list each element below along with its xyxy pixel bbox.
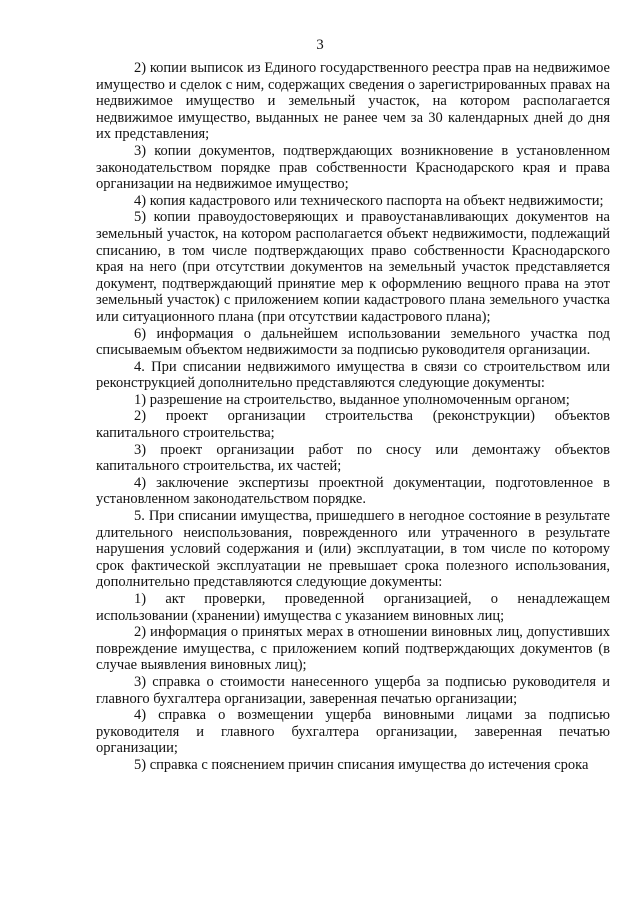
paragraph-item-1-build-permit: 1) разрешение на строительство, выданное уполномоченным органом;: [134, 391, 570, 408]
paragraph-section-5-unusable-property: 5. При списании имущества, пришедшего в негодное состояние в результате длительного неиспользования, поврежденного или утраченного в результате нарушения условий содержания и (или) эксплуатации, в том числе по которому срок фактической эксплуатации не превышает срока полезного использования, дополнительно представляются следующие документы:: [96, 508, 610, 591]
paragraph-item-5-reason-statement: 5) справка с пояснением причин списания имущества до истечения срока: [134, 756, 589, 773]
paragraph-item-5-land-docs: 5) копии правоудостоверяющих и правоустанавливающих документов на земельный участок, на котором располагается объект недвижимости, подлежащий списанию, в том числе подтверждающих право собственности Краснодарского края на него (при отсутствии документов на земельный участок представляется документ, подтверждающий принятие мер к оформлению вещного права на этот земельный участок) с приложением копии кадастрового плана земельного участка или ситуационного плана (при отсутствии кадастрового плана);: [96, 209, 610, 325]
paragraph-item-4-cadastral-passport: 4) копия кадастрового или технического паспорта на объект недвижимости;: [134, 192, 604, 209]
paragraph-item-4-expertise-conclusion: 4) заключение экспертизы проектной документации, подготовленное в установленном законодательством порядке.: [96, 474, 610, 508]
paragraph-item-2-measures-info: 2) информация о принятых мерах в отношении виновных лиц, допустивших повреждение имущества, с приложением копий подтверждающих документов (в случае выявления виновных лиц);: [96, 624, 610, 674]
paragraph-item-3-damage-cost: 3) справка о стоимости нанесенного ущерба за подписью руководителя и главного бухгалтера организации, заверенная печатью организации;: [96, 673, 610, 707]
paragraph-item-6-land-use-info: 6) информация о дальнейшем использовании земельного участка под списываемым объектом недвижимости за подписью руководителя организации.: [96, 325, 610, 359]
paragraph-item-2-construction-project: 2) проект организации строительства (реконструкции) объектов капитального строительства;: [96, 408, 610, 442]
paragraph-item-3-ownership-docs: 3) копии документов, подтверждающих возникновение в установленном законодательством порядке прав собственности Краснодарского края и права организации на недвижимое имущество;: [96, 142, 610, 193]
paragraph-item-3-demolition-project: 3) проект организации работ по сносу или демонтажу объектов капитального строительства, их частей;: [96, 441, 610, 475]
document-body: [96, 60, 610, 774]
paragraph-item-2-extract-copies: 2) копии выписок из Единого государственного реестра прав на недвижимое имущество и сделок с ним, содержащих сведения о зарегистрированных правах на недвижимое имущество и земельный участок, на котором располагается недвижимое имущество, выданных не ранее чем за 30 календарных дней до дня их представления;: [96, 60, 610, 143]
paragraph-section-4-construction: 4. При списании недвижимого имущества в связи со строительством или реконструкцией дополнительно представляются следующие документы:: [96, 358, 610, 392]
page-number: 3: [316, 37, 324, 53]
paragraph-item-4-damage-compensation: 4) справка о возмещении ущерба виновными лицами за подписью руководителя и главного бухгалтера организации, заверенная печатью организации;: [96, 707, 610, 757]
paragraph-item-1-inspection-act: 1) акт проверки, проведенной организацией, о ненадлежащем использовании (хранении) имущества с указанием виновных лиц;: [96, 591, 610, 624]
